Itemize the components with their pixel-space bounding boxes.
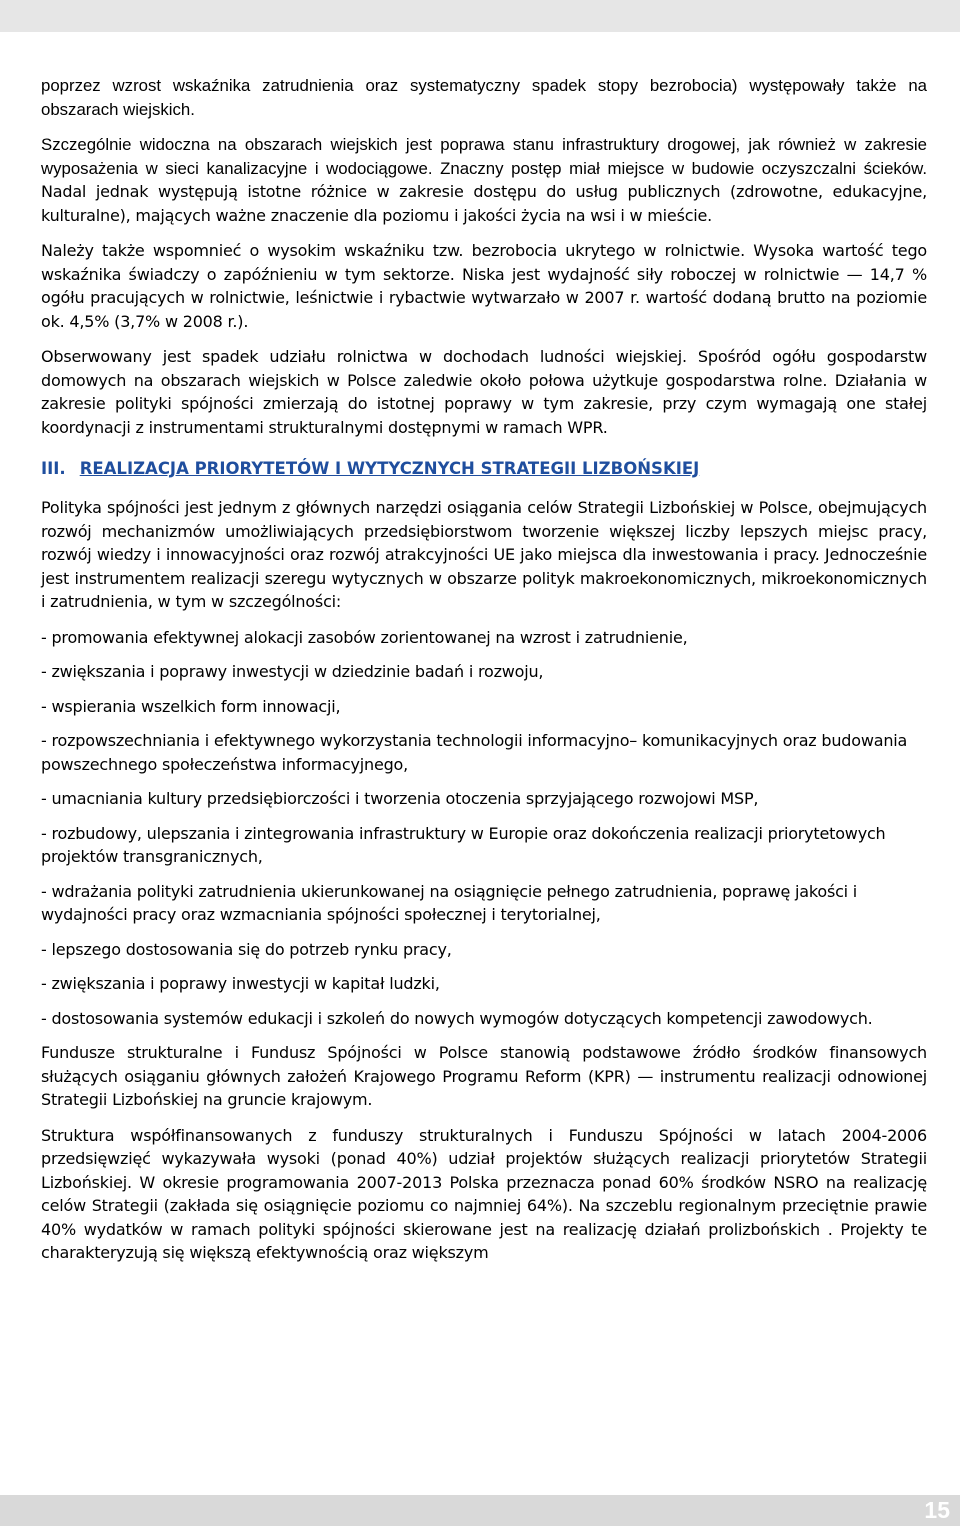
paragraph-cofinancing-structure: Struktura współfinansowanych z funduszy strukturalnych i Funduszu Spójności w latach 2004-2006 przedsięwzięć wykazywała wysoki (ponad 40%) udział projektów służących realizacji priorytetów Strategii Lizbońskiej. W okresie programowania 2007-2013 Polska przeznacza ponad 60% środków NSRO na realizację celów Strategii (zakłada się osiągnięcie poziomu co najmniej 64%). Na szczeblu regionalnym przeciętnie prawie 40% wydatków w ramach polityki spójności skierowane jest na realizację działań prolizbońskich . Projekty te charakteryzują się większą efektywnością oraz większym	[41, 1125, 927, 1262]
paragraph-infrastructure	[41, 133, 927, 227]
guidelines-list	[41, 626, 927, 1031]
list-item: - rozpowszechniania i efektywnego wykorzystania technologii informacyjno– komunikacyjnych oraz budowania powszechnego społeczeństwa informacyjnego,	[41, 731, 908, 774]
list-item: - lepszego dostosowania się do potrzeb rynku pracy,	[41, 939, 452, 959]
list-item: - zwiększania i poprawy inwestycji w kapitał ludzki,	[41, 974, 440, 993]
paragraph-hidden-unemployment: Należy także wspomnieć o wysokim wskaźniku tzw. bezrobocia ukrytego w rolnictwie. Wysoka wartość tego wskaźnika świadczy o zapóźnieniu w tym sektorze. Niska jest wydajność siły roboczej w rolnictwie — 14,7 % ogółu pracujących w rolnictwie, leśnictwie i rybactwie wytwarzało w 2007 r. wartość dodaną brutto na poziomie ok. 4,5% (3,7% w 2008 r.).	[41, 241, 927, 331]
list-item: - dostosowania systemów edukacji i szkoleń do nowych wymogów dotyczących kompetencji zawodowych.	[41, 1008, 873, 1028]
paragraph-rural-employment: poprzez wzrost wskaźnika zatrudnienia oraz systematyczny spadek stopy bezrobocia) występowały także na obszarach wiejskich.	[41, 76, 927, 119]
paragraph-structural-funds: Fundusze strukturalne i Fundusz Spójności w Polsce stanowią podstawowe źródło środków finansowych służących osiąganiu głównych założeń Krajowego Programu Reform (KPR) — instrumentu realizacji odnowionej Strategii Lizbońskiej na gruncie krajowym.	[41, 1043, 927, 1109]
list-item: - wdrażania polityki zatrudnienia ukierunkowanej na osiągnięcie pełnego zatrudnienia, poprawę jakości i wydajności pracy oraz wzmacniania spójności społecznej i terytorialnej,	[41, 881, 858, 924]
page-footer-band	[0, 1495, 960, 1526]
paragraph-agriculture-income: Obserwowany jest spadek udziału rolnictwa w dochodach ludności wiejskiej. Spośród ogółu gospodarstw domowych na obszarach wiejskich w Polsce zaledwie około połowa użytkuje gospodarstwa rolne. Działania w zakresie polityki spójności zmierzają do istotnej poprawy w tym zakresie, przy czym wymagają one stałej koordynacji z instrumentami strukturalnymi dostępnymi w ramach WPR.	[41, 347, 927, 437]
document-body	[41, 74, 927, 1277]
list-item: - rozbudowy, ulepszania i zintegrowania infrastruktury w Europie oraz dokończenia realizacji priorytetowych projektów transgranicznych,	[41, 823, 886, 866]
paragraph-infrastructure-rest: Nadal jednak występują istotne różnice w zakresie dostępu do usług publicznych (zdrowotne, edukacyjne, kulturalne), mających ważne znaczenie dla poziomu i jakości życia na wsi i w mieście.	[41, 182, 927, 225]
section-title: REALIZACJA PRIORYTETÓW I WYTYCZNYCH STRATEGII LIZBOŃSKIEJ	[79, 459, 700, 478]
section-number: III.	[41, 459, 66, 478]
list-item: - umacniania kultury przedsiębiorczości i tworzenia otoczenia sprzyjającego rozwojowi MSP,	[41, 789, 759, 808]
list-item: - wspierania wszelkich form innowacji,	[41, 696, 341, 716]
list-item: - zwiększania i poprawy inwestycji w dziedzinie badań i rozwoju,	[41, 662, 544, 681]
paragraph-cohesion-policy: Polityka spójności jest jednym z głównych narzędzi osiągania celów Strategii Lizbońskiej w Polsce, obejmujących rozwój mechanizmów umożliwiających przedsiębiorstwom tworzenie większej liczby lepszych miejsc pracy, rozwój wiedzy i innowacyjności oraz rozwój atrakcyjności UE jako miejsca dla inwestowania i pracy. Jednocześnie jest instrumentem realizacji szeregu wytycznych w obszarze polityk makroekonomicznych, mikroekonomicznych i zatrudnienia, w tym w szczególności:	[41, 498, 927, 611]
list-item: - promowania efektywnej alokacji zasobów zorientowanej na wzrost i zatrudnienie,	[41, 627, 688, 647]
section-heading	[41, 459, 927, 478]
page-number: 15	[924, 1497, 950, 1523]
paragraph-infrastructure-arial: Szczególnie widoczna na obszarach wiejskich jest poprawa stanu infrastruktury drogowej, jak również w zakresie wyposażenia w sieci kanalizacyjne i wodociągowe. Znaczny postęp miał miejsce w budowie oczyszczalni ścieków.	[41, 135, 927, 178]
page-header-band	[0, 0, 960, 32]
